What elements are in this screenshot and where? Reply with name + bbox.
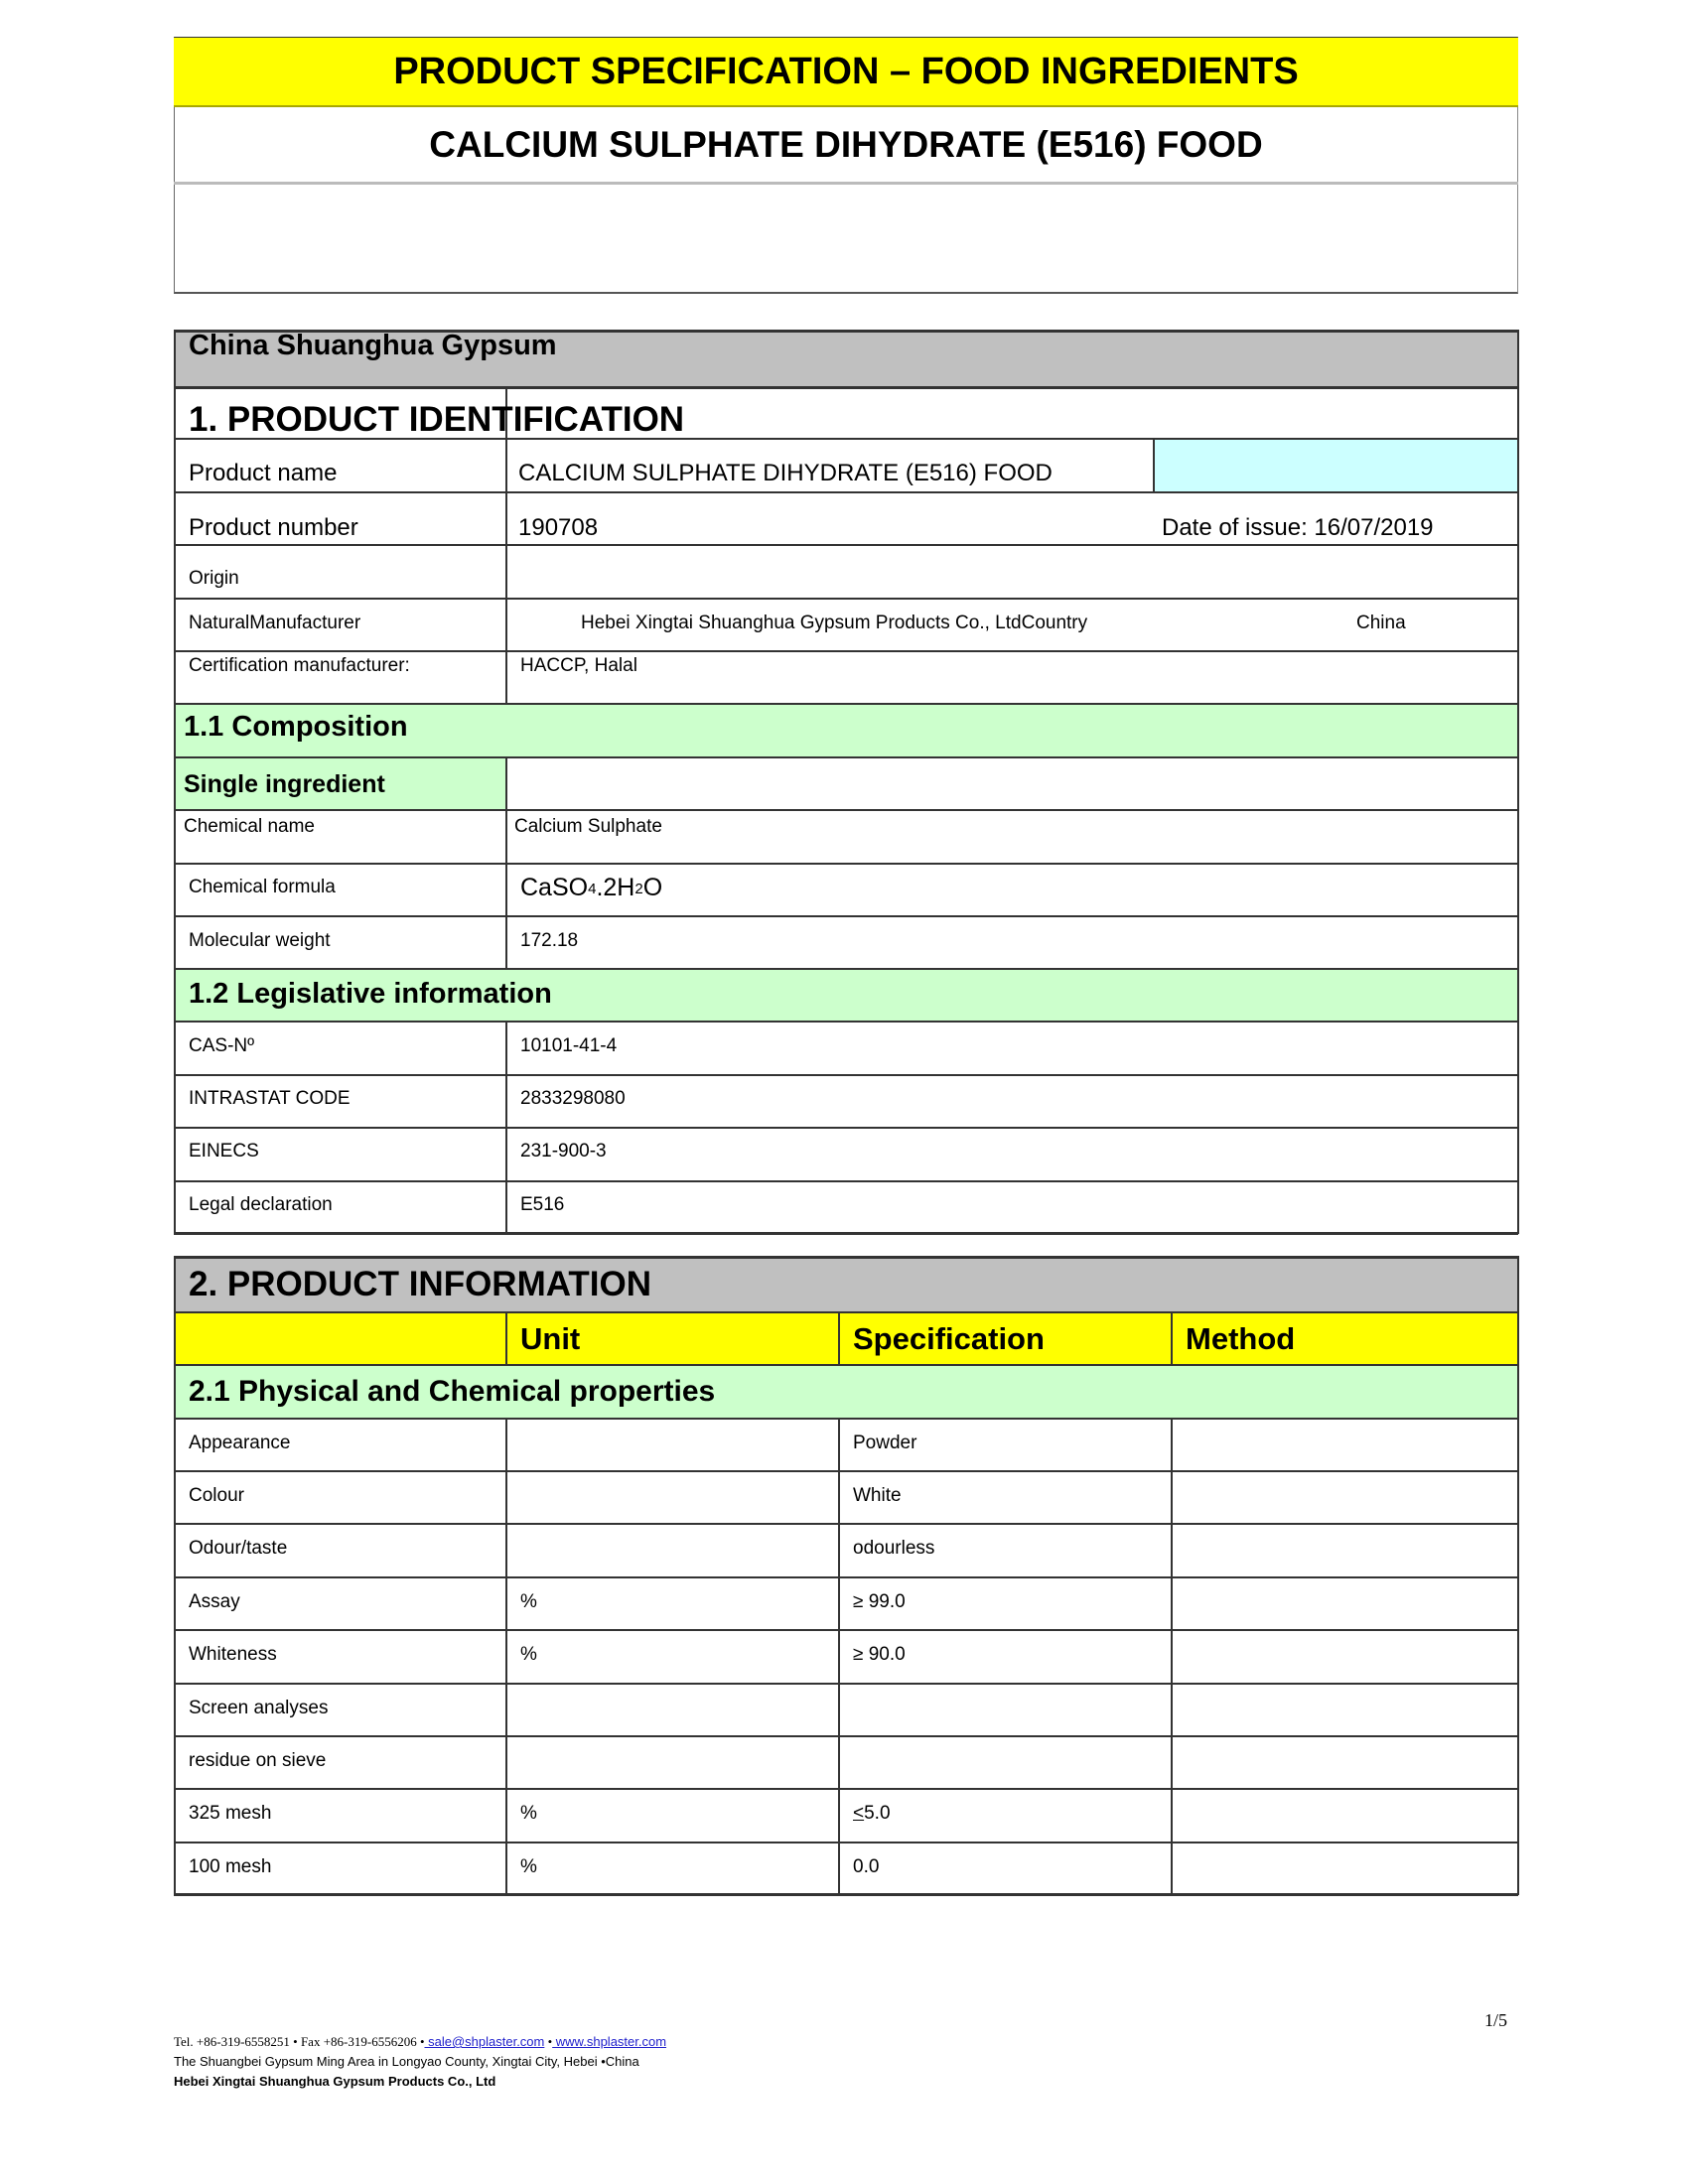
footer-address: The Shuangbei Gypsum Ming Area in Longyao County, Xingtai City, Hebei •China — [174, 2054, 639, 2069]
formula-subscript: 2 — [634, 880, 643, 897]
table-border — [174, 1256, 1518, 1259]
certification-label: Certification manufacturer: — [189, 655, 410, 676]
document-title: PRODUCT SPECIFICATION – FOOD INGREDIENTS — [174, 38, 1518, 107]
property-name: 325 mesh — [189, 1803, 272, 1824]
section-title-composition: 1.1 Composition — [184, 710, 408, 743]
molecular-weight-label: Molecular weight — [189, 930, 331, 951]
chemical-name-label: Chemical name — [184, 816, 315, 837]
table-border — [174, 756, 1518, 758]
formula-subscript: 4 — [588, 880, 597, 897]
legislative-value: 10101-41-4 — [520, 1035, 618, 1056]
product-number-value: 190708 — [518, 514, 599, 541]
table-border — [174, 1232, 1518, 1235]
column-header-unit: Unit — [520, 1321, 581, 1356]
origin-label: Origin — [189, 568, 239, 589]
column-header-specification: Specification — [853, 1321, 1045, 1356]
legislative-value: 2833298080 — [520, 1088, 626, 1109]
property-unit: % — [520, 1591, 537, 1612]
table-border — [174, 1364, 1518, 1366]
footer-separator: • — [544, 2034, 553, 2049]
table-border — [505, 1418, 507, 1894]
footer-contact-line — [174, 2034, 666, 2050]
company-name: China Shuanghua Gypsum — [189, 329, 557, 361]
section-title-legislative: 1.2 Legislative information — [189, 977, 552, 1010]
table-border — [174, 598, 1518, 600]
table-border — [174, 1256, 176, 1895]
footer-company: Hebei Xingtai Shuanghua Gypsum Products Co., Ltd — [174, 2074, 496, 2089]
legislative-label: CAS-Nº — [189, 1035, 255, 1056]
table-border — [174, 1842, 1518, 1843]
chemical-formula-value — [520, 868, 662, 907]
table-border — [174, 1576, 1518, 1578]
property-specification: ≥ 99.0 — [853, 1591, 906, 1612]
table-border — [838, 1418, 840, 1894]
property-name: residue on sieve — [189, 1750, 327, 1771]
table-border — [174, 968, 1518, 970]
table-border — [1153, 438, 1155, 491]
legislative-value: 231-900-3 — [520, 1141, 607, 1161]
product-number-label: Product number — [189, 514, 358, 541]
chemical-name-value: Calcium Sulphate — [514, 816, 662, 837]
table-border — [174, 863, 1518, 865]
formula-part: .2H — [596, 873, 635, 901]
property-specification: White — [853, 1485, 902, 1506]
property-name: Odour/taste — [189, 1538, 288, 1559]
cyan-cell — [1154, 439, 1518, 491]
table-border — [174, 1735, 1518, 1737]
table-border — [174, 1311, 1518, 1313]
single-ingredient-label: Single ingredient — [184, 769, 385, 798]
footer-tel-fax: Tel. +86-319-6558251 • Fax +86-319-6556206 • — [174, 2034, 425, 2049]
section-title-product-information: 2. PRODUCT INFORMATION — [189, 1265, 652, 1303]
product-name-label: Product name — [189, 460, 338, 486]
section-title-product-identification: 1. PRODUCT IDENTIFICATION — [189, 400, 685, 439]
property-name: Colour — [189, 1485, 244, 1506]
table-border — [174, 386, 1518, 389]
origin-value — [505, 561, 520, 597]
certification-value: HACCP, Halal — [520, 655, 637, 676]
subsection-title-physical-chemical: 2.1 Physical and Chemical properties — [189, 1375, 716, 1408]
page-number: 1/5 — [1484, 2010, 1508, 2030]
table-border — [174, 1629, 1518, 1631]
table-border — [174, 1788, 1518, 1790]
property-unit: % — [520, 1803, 537, 1824]
property-specification: odourless — [853, 1538, 935, 1559]
less-than-or-equal-glyph: < — [853, 1803, 865, 1824]
table-border — [174, 1470, 1518, 1472]
table-border — [174, 1893, 1518, 1896]
table-border — [1517, 1256, 1519, 1895]
product-name-value: CALCIUM SULPHATE DIHYDRATE (E516) FOOD — [518, 460, 1053, 486]
property-unit: % — [520, 1856, 537, 1877]
property-specification: 0.0 — [853, 1856, 880, 1877]
property-name: Assay — [189, 1591, 240, 1612]
chemical-formula-label: Chemical formula — [189, 877, 336, 897]
table-border — [174, 1418, 1518, 1420]
property-name: 100 mesh — [189, 1856, 272, 1877]
property-specification: < 5.0 — [853, 1803, 891, 1824]
property-name: Appearance — [189, 1433, 291, 1453]
manufacturer-label: NaturalManufacturer — [189, 613, 361, 633]
table-border — [1517, 330, 1519, 1234]
property-specification: Powder — [853, 1433, 917, 1453]
table-border — [174, 703, 1518, 705]
legislative-label: EINECS — [189, 1141, 259, 1161]
table-border — [174, 1180, 1518, 1182]
property-specification: ≥ 90.0 — [853, 1644, 906, 1665]
table-border — [174, 1074, 1518, 1076]
table-border — [174, 1523, 1518, 1525]
header-blank-area — [174, 188, 1518, 293]
legislative-value: E516 — [520, 1194, 565, 1215]
legislative-label: INTRASTAT CODE — [189, 1088, 351, 1109]
column-header-method: Method — [1186, 1321, 1296, 1356]
property-unit: % — [520, 1644, 537, 1665]
product-title: CALCIUM SULPHATE DIHYDRATE (E516) FOOD — [174, 107, 1518, 185]
legislative-label: Legal declaration — [189, 1194, 333, 1215]
table-border — [174, 915, 1518, 917]
table-border — [174, 809, 1518, 811]
molecular-weight-value: 172.18 — [520, 930, 579, 951]
manufacturer-value: Hebei Xingtai Shuanghua Gypsum Products Co., LtdCountry — [581, 613, 1088, 633]
formula-part: O — [642, 873, 663, 901]
formula-part: CaSO — [520, 873, 589, 901]
table-border — [174, 1127, 1518, 1129]
table-border — [174, 1021, 1518, 1023]
footer-website-link[interactable]: www.shplaster.com — [552, 2034, 667, 2049]
property-name: Whiteness — [189, 1644, 277, 1665]
property-name: Screen analyses — [189, 1698, 329, 1718]
footer-email-link[interactable]: sale@shplaster.com — [424, 2034, 545, 2049]
country-value: China — [1356, 613, 1406, 633]
table-border — [174, 1683, 1518, 1685]
table-border — [1171, 1418, 1173, 1894]
date-of-issue: Date of issue: 16/07/2019 — [1162, 514, 1434, 541]
